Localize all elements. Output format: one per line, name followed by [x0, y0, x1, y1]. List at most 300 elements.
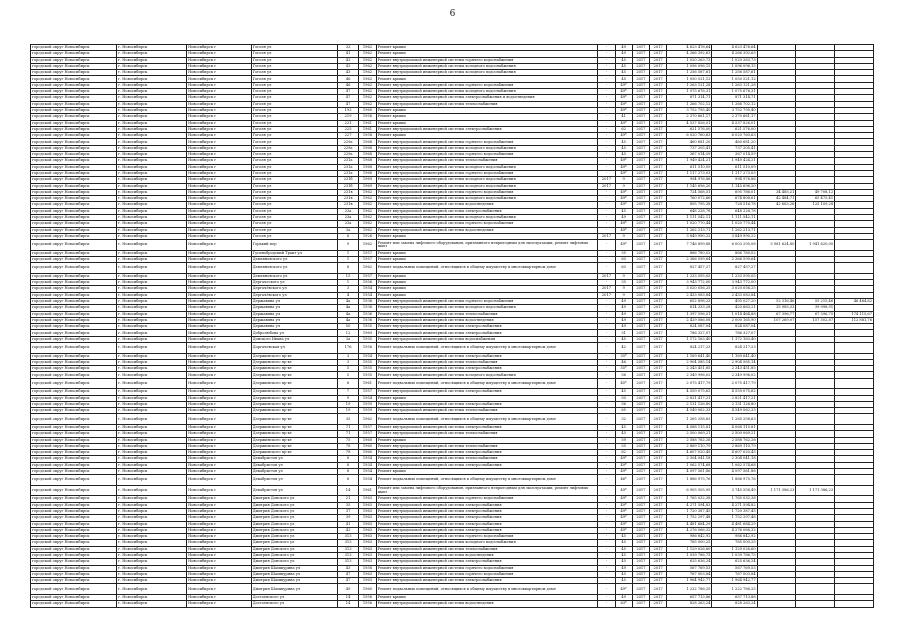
- year-to-cell: 2017: [650, 359, 667, 365]
- municipality-cell: городской округ Новосибирск: [31, 63, 117, 69]
- work-type-cell: Ремонт крыши: [376, 594, 598, 600]
- city-cell: г. Новосибирск: [117, 257, 187, 263]
- year-to-cell: 2017: [650, 70, 667, 76]
- total-cost-cell: 1 949 424,21: [667, 158, 712, 164]
- year-to-cell: 2017: [650, 139, 667, 145]
- settlement-cell: Новосибирск г: [187, 120, 252, 126]
- fund-cost-cell: 625 636,24: [712, 559, 757, 565]
- rate-cell: 49*: [615, 496, 632, 502]
- settlement-cell: Новосибирск г: [187, 233, 252, 239]
- settlement-cell: Новосибирск г: [187, 152, 252, 158]
- street-cell: Демьяновского ул: [251, 257, 337, 263]
- municipality-cell: городской округ Новосибирск: [31, 462, 117, 468]
- total-cost-cell: 765 000,25: [667, 540, 712, 546]
- work-type-cell: Ремонт внутридомовой инженерной системы электроснабжения: [376, 559, 598, 565]
- total-cost-cell: 2 343 451,85: [667, 366, 712, 372]
- work-type-cell: Ремонт внутридомовой инженерной системы горячего водоснабжения: [376, 571, 598, 577]
- fund-cost-cell: 1 266 702,12: [712, 101, 757, 107]
- house-number-cell: 43: [337, 63, 359, 69]
- fund-cost-cell: 1 039 786,75: [712, 552, 757, 558]
- municipality-cell: городской округ Новосибирск: [31, 559, 117, 565]
- settlement-cell: Новосибирск г: [187, 372, 252, 378]
- street-cell: Горький пер: [251, 240, 337, 251]
- house-number-cell: 4а: [337, 298, 359, 304]
- build-year-cell: 1962: [359, 101, 376, 107]
- city-cell: г. Новосибирск: [117, 534, 187, 540]
- settlement-cell: Новосибирск г: [187, 578, 252, 584]
- work-type-cell: Ремонт крыши: [376, 257, 598, 263]
- municipality-cell: городской округ Новосибирск: [31, 437, 117, 443]
- settlement-cell: Новосибирск г: [187, 546, 252, 552]
- fund-cost-cell: 871 314,71: [712, 95, 757, 101]
- municipality-cell: городской округ Новосибирск: [31, 114, 117, 120]
- house-number-cell: 1: [337, 257, 359, 263]
- subsidy-2-cell: [796, 414, 835, 425]
- city-cell: г. Новосибирск: [117, 469, 187, 475]
- municipality-cell: городской округ Новосибирск: [31, 70, 117, 76]
- plan-year-cell: -: [598, 311, 615, 317]
- work-type-cell: Ремонт крыши: [376, 469, 598, 475]
- year-to-cell: 2017: [650, 292, 667, 298]
- year-to-cell: 2017: [650, 372, 667, 378]
- total-cost-cell: 6 020 760,63: [667, 133, 712, 139]
- year-to-cell: 2017: [650, 475, 667, 486]
- street-cell: Дмитрия Шамшурина ул: [251, 578, 337, 584]
- street-cell: Гоголя ул: [251, 227, 337, 233]
- year-from-cell: 2017: [632, 233, 649, 239]
- house-number-cell: 49: [337, 584, 359, 595]
- plan-year-cell: -: [598, 534, 615, 540]
- work-type-cell: Ремонт подвальных помещений, относящихся к общему имуществу в многоквартирном доме: [376, 343, 598, 354]
- year-to-cell: 2017: [650, 208, 667, 214]
- rate-cell: 56: [615, 372, 632, 378]
- table-row: [31, 584, 874, 595]
- settlement-cell: Новосибирск г: [187, 601, 252, 607]
- plan-year-cell: -: [598, 343, 615, 354]
- build-year-cell: 1956: [359, 114, 376, 120]
- plan-year-cell: -: [598, 485, 615, 496]
- city-cell: г. Новосибирск: [117, 215, 187, 221]
- subsidy-1-cell: [757, 378, 796, 389]
- year-from-cell: 2017: [632, 215, 649, 221]
- build-year-cell: 1936: [359, 317, 376, 323]
- house-number-cell: 33: [337, 45, 359, 51]
- fund-cost-cell: 1 050 521,12: [712, 76, 757, 82]
- house-number-cell: 4а: [337, 305, 359, 311]
- settlement-cell: Новосибирск г: [187, 475, 252, 486]
- street-cell: Гоголя ул: [251, 145, 337, 151]
- work-type-cell: Ремонт внутридомовой инженерной системы электроснабжения: [376, 450, 598, 456]
- build-year-cell: 1963: [359, 496, 376, 502]
- rate-cell: 49*: [615, 164, 632, 170]
- build-year-cell: 1960: [359, 437, 376, 443]
- plan-year-cell: -: [598, 215, 615, 221]
- house-number-cell: 47: [337, 571, 359, 577]
- total-cost-cell: 4 097 561,86: [667, 469, 712, 475]
- work-type-cell: Ремонт внутридомовой инженерной системы электроснабжения: [376, 521, 598, 527]
- build-year-cell: 1968: [359, 139, 376, 145]
- city-cell: г. Новосибирск: [117, 515, 187, 521]
- work-type-cell: Ремонт внутридомовой инженерной системы теплоснабжения: [376, 359, 598, 365]
- year-to-cell: 2017: [650, 158, 667, 164]
- build-year-cell: 1963: [359, 540, 376, 546]
- house-number-cell: 19: [337, 401, 359, 407]
- plan-year-cell: -: [598, 546, 615, 552]
- municipality-cell: городской округ Новосибирск: [31, 177, 117, 183]
- settlement-cell: Новосибирск г: [187, 389, 252, 395]
- fund-cost-cell: 4 068 115,81: [712, 424, 757, 430]
- year-from-cell: 2017: [632, 133, 649, 139]
- street-cell: Достоевского ул: [251, 601, 337, 607]
- fund-cost-cell: 4 623 476,64: [712, 45, 757, 51]
- subsidy-2-cell: 1 171 386,23: [796, 485, 835, 496]
- year-to-cell: 2017: [650, 317, 667, 323]
- rate-cell: 49*: [615, 521, 632, 527]
- rate-cell: 55: [615, 443, 632, 449]
- municipality-cell: городской округ Новосибирск: [31, 584, 117, 595]
- street-cell: Достоевского ул: [251, 594, 337, 600]
- rate-cell: 49*: [615, 527, 632, 533]
- street-cell: Дзержинского пр-кт: [251, 424, 337, 430]
- rate-cell: 45: [615, 424, 632, 430]
- year-from-cell: 2017: [632, 70, 649, 76]
- settlement-cell: Новосибирск г: [187, 45, 252, 51]
- build-year-cell: 1958: [359, 133, 376, 139]
- year-from-cell: 2017: [632, 534, 649, 540]
- year-from-cell: 2017: [632, 63, 649, 69]
- work-type-cell: Ремонт крыши: [376, 120, 598, 126]
- total-cost-cell: 2 904 585,14: [667, 359, 712, 365]
- municipality-cell: городской округ Новосибирск: [31, 107, 117, 113]
- city-cell: г. Новосибирск: [117, 540, 187, 546]
- plan-year-cell: -: [598, 82, 615, 88]
- fund-cost-cell: 728 516,78: [712, 202, 757, 208]
- house-number-cell: 41: [337, 51, 359, 57]
- work-type-cell: Ремонт внутридомовой инженерной системы электроснабжения: [376, 366, 598, 372]
- settlement-cell: Новосибирск г: [187, 196, 252, 202]
- work-type-cell: Ремонт крыши: [376, 45, 598, 51]
- year-to-cell: 2017: [650, 527, 667, 533]
- year-from-cell: 2017: [632, 443, 649, 449]
- municipality-cell: городской округ Новосибирск: [31, 485, 117, 496]
- fund-cost-cell: 1 096 096,15: [712, 63, 757, 69]
- municipality-cell: городской округ Новосибирск: [31, 469, 117, 475]
- fund-cost-cell: 1 720 387,45: [712, 508, 757, 514]
- city-cell: г. Новосибирск: [117, 273, 187, 279]
- rate-cell: 49*: [615, 469, 632, 475]
- build-year-cell: 1954: [359, 475, 376, 486]
- work-type-cell: Ремонт внутридомовой инженерной системы водоотведения: [376, 227, 598, 233]
- street-cell: Гоголя ул: [251, 82, 337, 88]
- year-to-cell: 2017: [650, 330, 667, 336]
- settlement-cell: Новосибирск г: [187, 139, 252, 145]
- subsidy-1-cell: [757, 475, 796, 486]
- house-number-cell: 14: [337, 485, 359, 496]
- street-cell: Декабристов ул: [251, 469, 337, 475]
- build-year-cell: 1960: [359, 584, 376, 595]
- street-cell: Доргачевская ул: [251, 343, 337, 354]
- work-type-cell: Ремонт крыши: [376, 437, 598, 443]
- subsidy-3-cell: [835, 485, 874, 496]
- year-to-cell: 2017: [650, 273, 667, 279]
- municipality-cell: городской округ Новосибирск: [31, 330, 117, 336]
- city-cell: г. Новосибирск: [117, 70, 187, 76]
- rate-cell: 49*: [615, 133, 632, 139]
- fund-cost-cell: 460 681,20: [712, 139, 757, 145]
- street-cell: Гоголя ул: [251, 221, 337, 227]
- year-to-cell: 2017: [650, 177, 667, 183]
- build-year-cell: 1968: [359, 164, 376, 170]
- total-cost-cell: 1 039 786,75: [667, 552, 712, 558]
- subsidy-3-cell: [835, 378, 874, 389]
- rate-cell: 49*: [615, 485, 632, 496]
- municipality-cell: городской округ Новосибирск: [31, 424, 117, 430]
- subsidy-1-cell: 1 171 386,23: [757, 485, 796, 496]
- municipality-cell: городской округ Новосибирск: [31, 240, 117, 251]
- work-type-cell: Ремонт крыши: [376, 250, 598, 256]
- city-cell: г. Новосибирск: [117, 63, 187, 69]
- plan-year-cell: -: [598, 437, 615, 443]
- work-type-cell: Ремонт внутридомовой инженерной системы горячего водоснабжения: [376, 496, 598, 502]
- plan-year-cell: -: [598, 395, 615, 401]
- plan-year-cell: -: [598, 95, 615, 101]
- subsidy-2-cell: 49 708,12: [796, 189, 835, 195]
- year-from-cell: 2017: [632, 527, 649, 533]
- rate-cell: 45: [615, 540, 632, 546]
- rate-cell: 41: [615, 114, 632, 120]
- municipality-cell: городской округ Новосибирск: [31, 336, 117, 342]
- house-number-cell: 6: [337, 378, 359, 389]
- municipality-cell: городской округ Новосибирск: [31, 515, 117, 521]
- build-year-cell: 1963: [359, 559, 376, 565]
- build-year-cell: 1959: [359, 401, 376, 407]
- settlement-cell: Новосибирск г: [187, 263, 252, 274]
- rate-cell: 49*: [615, 508, 632, 514]
- year-from-cell: 2017: [632, 152, 649, 158]
- municipality-cell: городской округ Новосибирск: [31, 215, 117, 221]
- plan-year-cell: -: [598, 57, 615, 63]
- plan-year-cell: -: [598, 164, 615, 170]
- rate-cell: 9: [615, 177, 632, 183]
- municipality-cell: городской округ Новосибирск: [31, 280, 117, 286]
- city-cell: г. Новосибирск: [117, 126, 187, 132]
- year-to-cell: 2017: [650, 202, 667, 208]
- year-from-cell: 2017: [632, 208, 649, 214]
- year-from-cell: 2017: [632, 101, 649, 107]
- table-row: [31, 240, 874, 251]
- total-cost-cell: 4 276 066,32: [667, 527, 712, 533]
- street-cell: Державина ул: [251, 311, 337, 317]
- year-from-cell: 2017: [632, 170, 649, 176]
- fund-cost-cell: 4 266 392,63: [712, 51, 757, 57]
- year-to-cell: 2017: [650, 424, 667, 430]
- total-cost-cell: 1 886 975,76: [667, 475, 712, 486]
- work-type-cell: Ремонт подвальных помещений, относящихся к общему имуществу в многоквартирном доме: [376, 414, 598, 425]
- rate-cell: 45: [615, 578, 632, 584]
- year-to-cell: 2017: [650, 353, 667, 359]
- year-to-cell: 2017: [650, 126, 667, 132]
- fund-cost-cell: 2 588 762,26: [712, 437, 757, 443]
- build-year-cell: 1962: [359, 196, 376, 202]
- house-number-cell: 313: [337, 540, 359, 546]
- year-from-cell: 2017: [632, 158, 649, 164]
- house-number-cell: 35: [337, 414, 359, 425]
- city-cell: г. Новосибирск: [117, 527, 187, 533]
- settlement-cell: Новосибирск г: [187, 521, 252, 527]
- year-to-cell: 2017: [650, 462, 667, 468]
- settlement-cell: Новосибирск г: [187, 336, 252, 342]
- work-type-cell: Ремонт внутридомовой инженерной системы электроснабжения: [376, 462, 598, 468]
- street-cell: Дмитрия Донского ул: [251, 546, 337, 552]
- work-type-cell: Ремонт крыши: [376, 107, 598, 113]
- fund-cost-cell: 1 014 464,88: [712, 311, 757, 317]
- house-number-cell: 47: [337, 578, 359, 584]
- municipality-cell: городской округ Новосибирск: [31, 298, 117, 304]
- total-cost-cell: 2 370 661,17: [667, 114, 712, 120]
- city-cell: г. Новосибирск: [117, 76, 187, 82]
- house-number-cell: 43: [337, 565, 359, 571]
- build-year-cell: 1960: [359, 450, 376, 456]
- settlement-cell: Новосибирск г: [187, 107, 252, 113]
- settlement-cell: Новосибирск г: [187, 95, 252, 101]
- settlement-cell: Новосибирск г: [187, 565, 252, 571]
- plan-year-cell: -: [598, 208, 615, 214]
- year-to-cell: 2017: [650, 389, 667, 395]
- house-number-cell: 23а: [337, 208, 359, 214]
- year-to-cell: 2017: [650, 508, 667, 514]
- plan-year-cell: -: [598, 401, 615, 407]
- city-cell: г. Новосибирск: [117, 133, 187, 139]
- city-cell: г. Новосибирск: [117, 317, 187, 323]
- year-from-cell: 2017: [632, 145, 649, 151]
- settlement-cell: Новосибирск г: [187, 508, 252, 514]
- house-number-cell: 4: [337, 292, 359, 298]
- municipality-cell: городской округ Новосибирск: [31, 95, 117, 101]
- rate-cell: 45: [615, 389, 632, 395]
- plan-year-cell: -: [598, 114, 615, 120]
- city-cell: г. Новосибирск: [117, 552, 187, 558]
- fund-cost-cell: 674 808,61: [712, 196, 757, 202]
- city-cell: г. Новосибирск: [117, 57, 187, 63]
- municipality-cell: городской округ Новосибирск: [31, 565, 117, 571]
- fund-cost-cell: 1 145 696,20: [712, 183, 757, 189]
- total-cost-cell: 460 681,20: [667, 139, 712, 145]
- year-from-cell: 2017: [632, 263, 649, 274]
- plan-year-cell: -: [598, 330, 615, 336]
- year-from-cell: 2017: [632, 372, 649, 378]
- year-to-cell: 2017: [650, 120, 667, 126]
- settlement-cell: Новосибирск г: [187, 133, 252, 139]
- subsidy-2-cell: [796, 601, 835, 607]
- fund-cost-cell: 1 765 032,38: [712, 496, 757, 502]
- year-from-cell: 2017: [632, 584, 649, 595]
- build-year-cell: 1969: [359, 177, 376, 183]
- year-to-cell: 2017: [650, 431, 667, 437]
- municipality-cell: городской округ Новосибирск: [31, 145, 117, 151]
- street-cell: Гоголя ул: [251, 215, 337, 221]
- subsidy-1-cell: 34 485,21: [757, 189, 796, 195]
- house-number-cell: 5: [337, 372, 359, 378]
- city-cell: г. Новосибирск: [117, 601, 187, 607]
- house-number-cell: 23а: [337, 215, 359, 221]
- fund-cost-cell: 6 020 760,63: [712, 133, 757, 139]
- street-cell: Дзержинского пр-кт: [251, 389, 337, 395]
- plan-year-cell: -: [598, 462, 615, 468]
- street-cell: Гоголя ул: [251, 183, 337, 189]
- street-cell: Дзержинского пр-кт: [251, 443, 337, 449]
- settlement-cell: Новосибирск г: [187, 443, 252, 449]
- fund-cost-cell: 4 481 684,29: [712, 521, 757, 527]
- fund-cost-cell: 3 745 558,49: [712, 485, 757, 496]
- plan-year-cell: -: [598, 559, 615, 565]
- fund-cost-cell: 2 000 165,90: [712, 317, 757, 323]
- build-year-cell: 1968: [359, 170, 376, 176]
- settlement-cell: Новосибирск г: [187, 343, 252, 354]
- street-cell: Державина ул: [251, 298, 337, 304]
- plan-year-cell: -: [598, 540, 615, 546]
- year-from-cell: 2017: [632, 336, 649, 342]
- municipality-cell: городской округ Новосибирск: [31, 456, 117, 462]
- municipality-cell: городской округ Новосибирск: [31, 227, 117, 233]
- municipality-cell: городской округ Новосибирск: [31, 305, 117, 311]
- build-year-cell: 1963: [359, 527, 376, 533]
- year-to-cell: 2017: [650, 336, 667, 342]
- settlement-cell: Новосибирск г: [187, 57, 252, 63]
- house-number-cell: 229а: [337, 145, 359, 151]
- year-from-cell: 2017: [632, 521, 649, 527]
- year-from-cell: 2017: [632, 475, 649, 486]
- street-cell: Дзержинского пр-кт: [251, 450, 337, 456]
- subsidy-2-cell: [796, 378, 835, 389]
- subsidy-1-cell: 67 396,77: [757, 311, 796, 317]
- city-cell: г. Новосибирск: [117, 305, 187, 311]
- fund-cost-cell: 866 780,02: [712, 250, 757, 256]
- rate-cell: 45: [615, 431, 632, 437]
- city-cell: г. Новосибирск: [117, 330, 187, 336]
- year-from-cell: 2017: [632, 462, 649, 468]
- city-cell: г. Новосибирск: [117, 502, 187, 508]
- fund-cost-cell: 4 097 561,86: [712, 469, 757, 475]
- build-year-cell: 1968: [359, 158, 376, 164]
- city-cell: г. Новосибирск: [117, 431, 187, 437]
- house-number-cell: 78: [337, 450, 359, 456]
- house-number-cell: 23а: [337, 221, 359, 227]
- street-cell: Гоголя ул: [251, 133, 337, 139]
- street-cell: Гоголя ул: [251, 70, 337, 76]
- rate-cell: 49*: [615, 196, 632, 202]
- year-from-cell: 2017: [632, 189, 649, 195]
- year-to-cell: 2017: [650, 82, 667, 88]
- settlement-cell: Новосибирск г: [187, 485, 252, 496]
- build-year-cell: 1936: [359, 311, 376, 317]
- year-to-cell: 2017: [650, 189, 667, 195]
- municipality-cell: городской округ Новосибирск: [31, 221, 117, 227]
- city-cell: г. Новосибирск: [117, 443, 187, 449]
- street-cell: Гоголя ул: [251, 126, 337, 132]
- work-type-cell: Ремонт внутридомовой инженерной системы холодного водоснабжения: [376, 183, 598, 189]
- municipality-cell: городской округ Новосибирск: [31, 82, 117, 88]
- street-cell: Гоголя ул: [251, 95, 337, 101]
- build-year-cell: 1962: [359, 63, 376, 69]
- year-from-cell: 2017: [632, 330, 649, 336]
- plan-year-cell: -: [598, 336, 615, 342]
- build-year-cell: 1962: [359, 57, 376, 63]
- settlement-cell: Новосибирск г: [187, 89, 252, 95]
- capital-repair-table: [30, 44, 874, 608]
- street-cell: Гоголя ул: [251, 51, 337, 57]
- settlement-cell: Новосибирск г: [187, 559, 252, 565]
- rate-cell: 56: [615, 401, 632, 407]
